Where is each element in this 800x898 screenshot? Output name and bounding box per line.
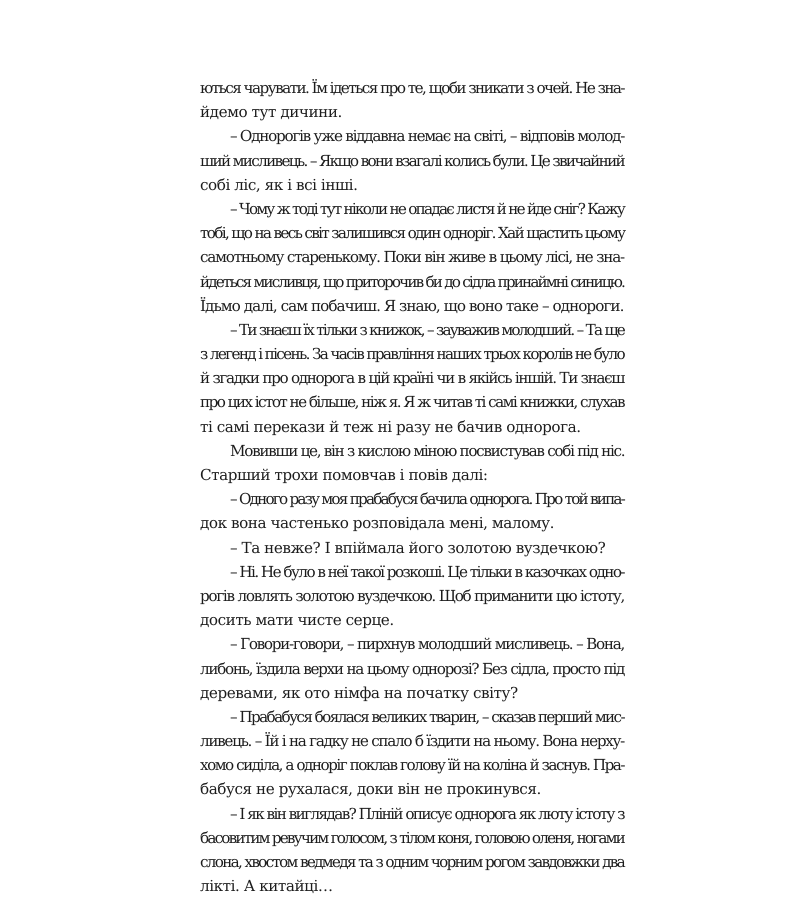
- text-line: – Та невже? І впіймала його золотою вуздечкою?: [230, 538, 606, 557]
- text-line: слона, хвостом ведмедя та з одним чорним рогом завдовжки два: [200, 853, 624, 871]
- text-line: самотньому старенькому. Поки він живе в цьому лісі, не зна-: [200, 248, 624, 267]
- text-line: деревами, як ото німфа на початку світу?: [200, 683, 518, 702]
- text-line: Їдьмо далі, сам побачиш. Я знаю, що воно таке – однороги.: [200, 296, 624, 315]
- text-line: ються чарувати. Їм ідеться про те, щоби зникати з очей. Не зна-: [200, 79, 624, 97]
- text-line: рогів ловлять золотою вуздечкою. Щоб приманити цю істоту,: [200, 586, 624, 605]
- text-line: тобі, що на весь світ залишився один одноріг. Хай щастить цьому: [200, 224, 625, 243]
- text-line: – Говори-говори, – пирхнув молодший мисливець. – Вона,: [230, 635, 624, 654]
- text-line: йдеться мисливця, що приторочив би до сідла принаймні синицю.: [200, 272, 624, 291]
- text-line: ті самі перекази й теж ні разу не бачив однорога.: [200, 417, 581, 436]
- text-line: – Ні. Не було в неї такої розкоші. Це тільки в казочках одно-: [230, 562, 624, 581]
- text-line: Мовивши це, він з кислою міною посвистував собі під ніс.: [230, 441, 625, 460]
- text-line: з легенд і пісень. За часів правління наших трьох королів не було: [200, 345, 624, 364]
- text-line: – Ти знаєш їх тільки з книжок, – зауважив молодший. – Та ще: [230, 320, 624, 339]
- text-line: ливець. – Їй і на гадку не спало б їздити на ньому. Вона нерху-: [200, 732, 624, 751]
- text-line: док вона частенько розповідала мені, малому.: [200, 514, 554, 533]
- text-line: – І як він виглядав? Пліній описує однорога як люту істоту з: [230, 804, 624, 823]
- text-line: хомо сиділа, а одноріг поклав голову їй на коліна й заснув. Пра-: [200, 756, 624, 775]
- text-line: йдемо тут дичини.: [200, 103, 342, 122]
- text-line: бабуся не рухалася, доки він не прокинувся.: [200, 780, 541, 799]
- text-line: – Однорогів уже віддавна немає на світі, – відповів молод-: [230, 127, 625, 146]
- text-line: досить мати чисте серце.: [200, 611, 394, 630]
- text-line: Старший трохи помовчав і повів далі:: [200, 466, 488, 484]
- text-line: – Чому ж тоді тут ніколи не опадає листя й не йде сніг? Кажу: [230, 199, 624, 218]
- text-line: – Одного разу моя прабабуся бачила однорога. Про той випа-: [230, 490, 624, 509]
- text-line: лікті. А китайці…: [200, 877, 333, 896]
- text-line: басовитим ревучим голосом, з тілом коня, головою оленя, ногами: [200, 828, 624, 847]
- page-text: [200, 76, 624, 898]
- text-line: ший мисливець. – Якщо вони взагалі колись були. Це звичайний: [200, 151, 625, 170]
- text-line: собі ліс, як і всі інші.: [200, 175, 358, 194]
- text-line: либонь, їздила верхи на цьому однорозі? Без сідла, просто під: [200, 659, 624, 678]
- text-line: про цих істот не більше, ніж я. Я ж читав ті самі книжки, слухав: [200, 393, 624, 412]
- text-line: – Прабабуся боялася великих тварин, – сказав перший мис-: [230, 707, 624, 726]
- text-line: й згадки про однорога в цій країні чи в якійсь іншій. Ти знаєш: [200, 369, 624, 388]
